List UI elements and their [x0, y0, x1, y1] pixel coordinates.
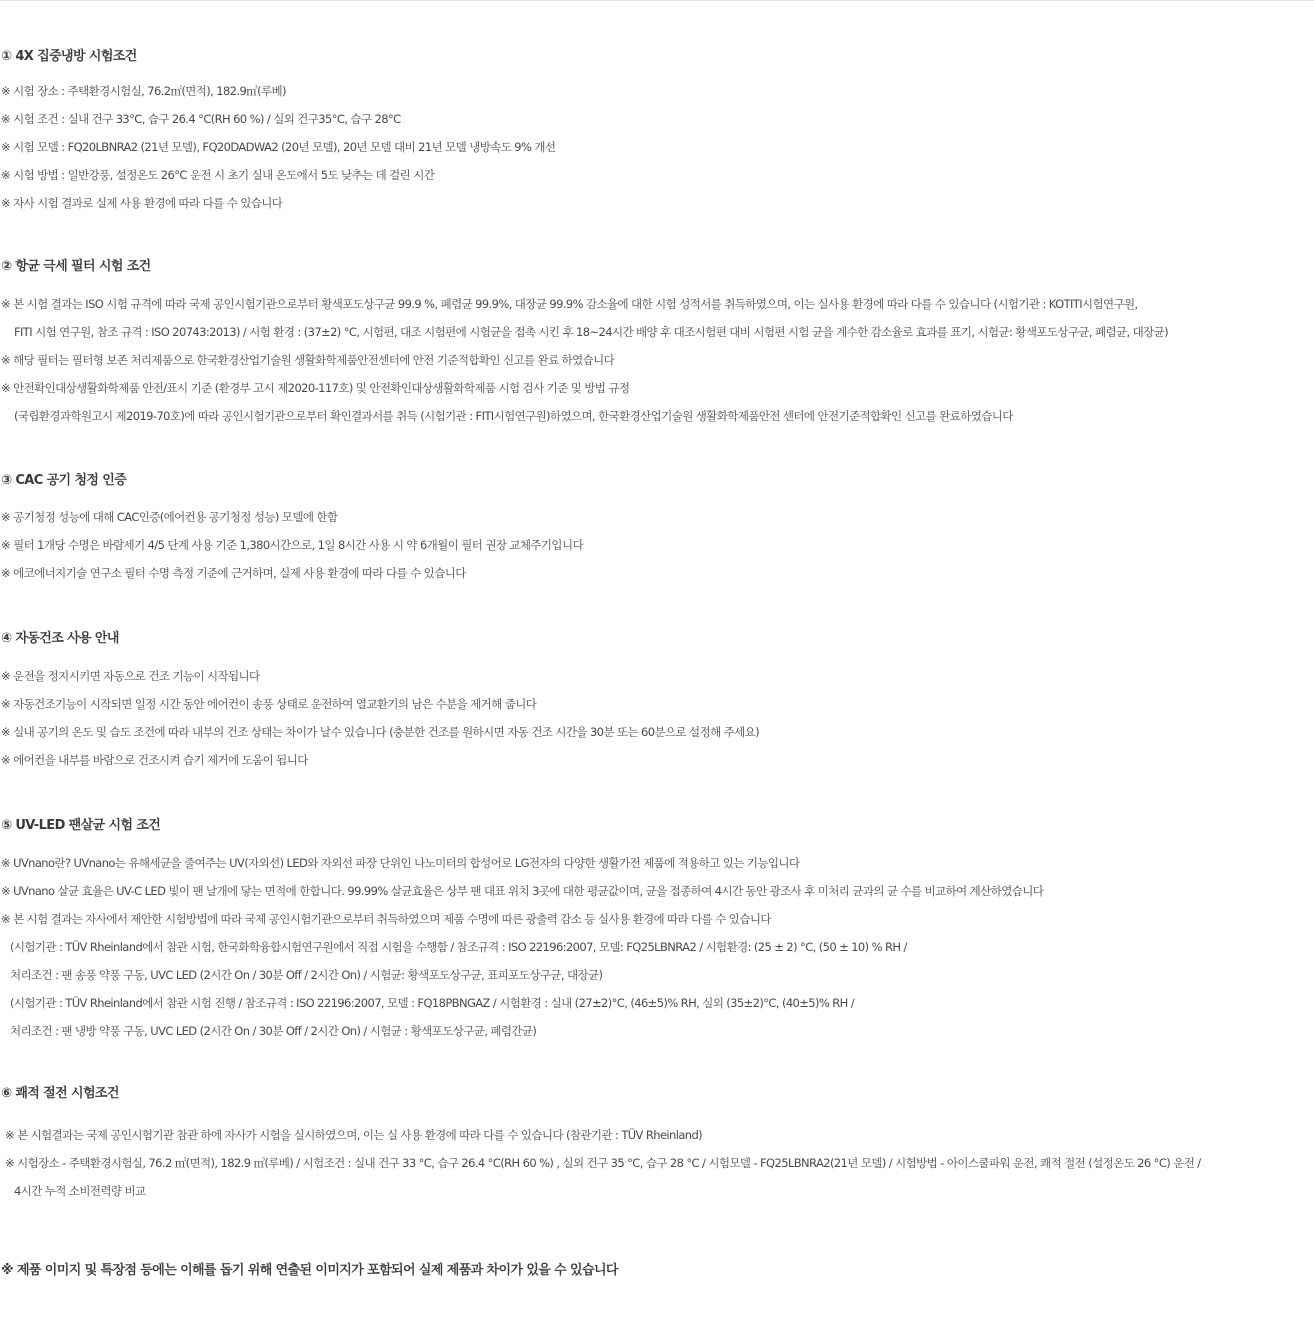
note-line: ※ 실내 공기의 온도 및 습도 조건에 따라 내부의 건조 상태는 차이가 날수 있습니다 (충분한 건조를 원하시면 자동 건조 시간을 30분 또는 60분으로 설정해 주세요): [1, 725, 760, 739]
note-line: ※ 운전을 정지시키면 자동으로 건조 기능이 시작됩니다: [1, 669, 260, 683]
note-line: ※ 필터 1개당 수명은 바람세기 4/5 단계 사용 기준 1,380시간으로, 1일 8시간 사용 시 약 6개월이 필터 권장 교체주기입니다: [1, 538, 583, 552]
note-line: (시험기관 : TÜV Rheinland에서 참관 시험, 한국화학융합시험연구원에서 직접 시험을 수행함 / 참조규격 : ISO 22196:2007, 모델: FQ25LBNRA2 / 시험환경: (25 ± 2) °C, (50 ± 10) % RH /: [10, 940, 907, 954]
note-line: ※ 자사 시험 결과로 실제 사용 환경에 따라 다를 수 있습니다: [1, 196, 283, 210]
note-line: ※ 안전확인대상생활화학제품 안전/표시 기준 (환경부 고시 제2020-117호) 및 안전확인대상생활화학제품 시험 검사 기준 및 방법 규정: [1, 381, 630, 395]
note-line: ※ 본 시험 결과는 ISO 시험 규격에 따라 국제 공인시험기관으로부터 황색포도상구균 99.9 %, 폐렴균 99.9%, 대장균 99.9% 감소율에 대한 시험 성적서를 취득하였으며, 이는 실사용 환경에 따라 다를 수 있습니다 (시험기관 : KOTITI시험연구원,: [1, 297, 1138, 311]
note-line: (국립환경과학원고시 제2019-70호)에 따라 공인시험기관으로부터 확인결과서를 취득 (시험기관 : FITI시험연구원)하였으며, 한국환경산업기술원 생활화학제품안전 센터에 안전기준적합확인 신고를 완료하였습니다: [14, 409, 1013, 423]
note-line: (시험기관 : TÜV Rheinland에서 참관 시험 진행 / 참조규격 : ISO 22196:2007, 모델 : FQ18PBNGAZ / 시험환경 : 실내 (27±2)°C, (46±5)% RH, 실외 (35±2)°C, (40±5)% RH /: [10, 996, 855, 1010]
note-line: ※ 시험 장소 : 주택환경시험실, 76.2㎡(면적), 182.9㎥(루베): [1, 84, 286, 98]
note-line: ※ UVnano란? UVnano는 유해세균을 줄여주는 UV(자외선) LED와 자외선 파장 단위인 나노미터의 합성어로 LG전자의 다양한 생활가전 제품에 적용하고 있는 기능입니다: [1, 856, 800, 870]
note-line: ※ 자동건조기능이 시작되면 일정 시간 동안 에어컨이 송풍 상태로 운전하여 열교환기의 남은 수분을 제거해 줍니다: [1, 697, 537, 711]
top-divider: [0, 0, 1314, 1]
note-line: ※ 에코에너지기술 연구소 필터 수명 측정 기준에 근거하며, 실제 사용 환경에 따라 다를 수 있습니다: [1, 566, 466, 580]
note-line: 처리조건 : 팬 냉방 약풍 구동, UVC LED (2시간 On / 30분 Off / 2시간 On) / 시험균 : 황색포도상구균, 폐렴간균): [10, 1024, 537, 1038]
note-line: 처리조건 : 팬 송풍 약풍 구동, UVC LED (2시간 On / 30분 Off / 2시간 On) / 시험균: 황색포도상구균, 표피포도상구균, 대장균): [10, 968, 603, 982]
section-title-uv-led-test: ⑤ UV-LED 팬살균 시험 조건: [1, 818, 161, 833]
note-line: ※ 시험 조건 : 실내 건구 33°C, 습구 26.4 °C(RH 60 %) / 실외 건구35°C, 습구 28°C: [1, 112, 401, 126]
note-line: ※ 본 시험결과는 국제 공인시험기관 참관 하에 자사가 시험을 실시하였으며, 이는 실 사용 환경에 따라 다를 수 있습니다 (참관기관 : TÜV Rheinland): [5, 1128, 703, 1142]
note-line: FITI 시험 연구원, 참조 규격 : ISO 20743:2013) / 시험 환경 : (37±2) °C, 시험편, 대조 시험편에 시험균을 접촉 시킨 후 18~24시간 배양 후 대조시험편 대비 시험편 시험 균을 계수한 감소율로 효과를 표기, 시험균: 황색포도상구균, 폐렴균, 대장균): [14, 325, 1169, 339]
note-line: ※ UVnano 살균 효율은 UV-C LED 빛이 팬 날개에 닿는 면적에 한합니다. 99.99% 살균효율은 상부 팬 대표 위치 3곳에 대한 평균값이며, 균을 접종하여 4시간 동안 광조사 후 미처리 균과의 균 수를 비교하여 계산하였습니다: [1, 884, 1044, 898]
note-line: ※ 시험 방법 : 일반강풍, 설정온도 26°C 운전 시 초기 실내 온도에서 5도 낮추는 데 걸린 시간: [1, 168, 435, 182]
note-line: 4시간 누적 소비전력량 비교: [14, 1184, 146, 1198]
note-line: ※ 시험 모델 : FQ20LBNRA2 (21년 모델), FQ20DADWA2 (20년 모델), 20년 모델 대비 21년 모델 냉방속도 9% 개선: [1, 140, 556, 154]
section-title-filter-test: ② 항균 극세 필터 시험 조건: [1, 259, 151, 274]
note-line: ※ 에어컨을 내부를 바람으로 건조시켜 습기 제거에 도움이 됩니다: [1, 753, 308, 767]
section-title-auto-dry: ④ 자동건조 사용 안내: [1, 631, 119, 646]
note-line: ※ 공기청정 성능에 대해 CAC인증(에어컨용 공기청정 성능) 모델에 한함: [1, 510, 338, 524]
image-disclaimer-footnote: ※ 제품 이미지 및 특장점 등에는 이해를 돕기 위해 연출된 이미지가 포함되어 실제 제품과 차이가 있을 수 있습니다: [1, 1263, 618, 1278]
section-title-cac-certification: ③ CAC 공기 청정 인증: [1, 473, 127, 488]
note-line: ※ 시험장소 - 주택환경시험실, 76.2 ㎡(면적), 182.9 ㎥(루베) / 시험조건 : 실내 건구 33 °C, 습구 26.4 °C(RH 60 %) , 실외 건구 35 °C, 습구 28 °C / 시험모델 - FQ25LBNRA2(21년 모델) / 시험방법 - 아이스쿨파워 운전, 쾌적 절전 (설정온도 26 °C) 운전 /: [5, 1156, 1201, 1170]
section-title-power-saving-test: ⑥ 쾌적 절전 시험조건: [1, 1086, 119, 1101]
section-title-cooling-test: ① 4X 집중냉방 시험조건: [1, 49, 137, 64]
note-line: ※ 해당 필터는 필터형 보존 처리제품으로 한국환경산업기술원 생활화학제품안전센터에 안전 기준적합확인 신고를 완료 하였습니다: [1, 353, 615, 367]
note-line: ※ 본 시험 결과는 자사에서 제안한 시험방법에 따라 국제 공인시험기관으로부터 취득하였으며 제품 수명에 따른 광출력 감소 등 실사용 환경에 따라 다를 수 있습니다: [1, 912, 771, 926]
